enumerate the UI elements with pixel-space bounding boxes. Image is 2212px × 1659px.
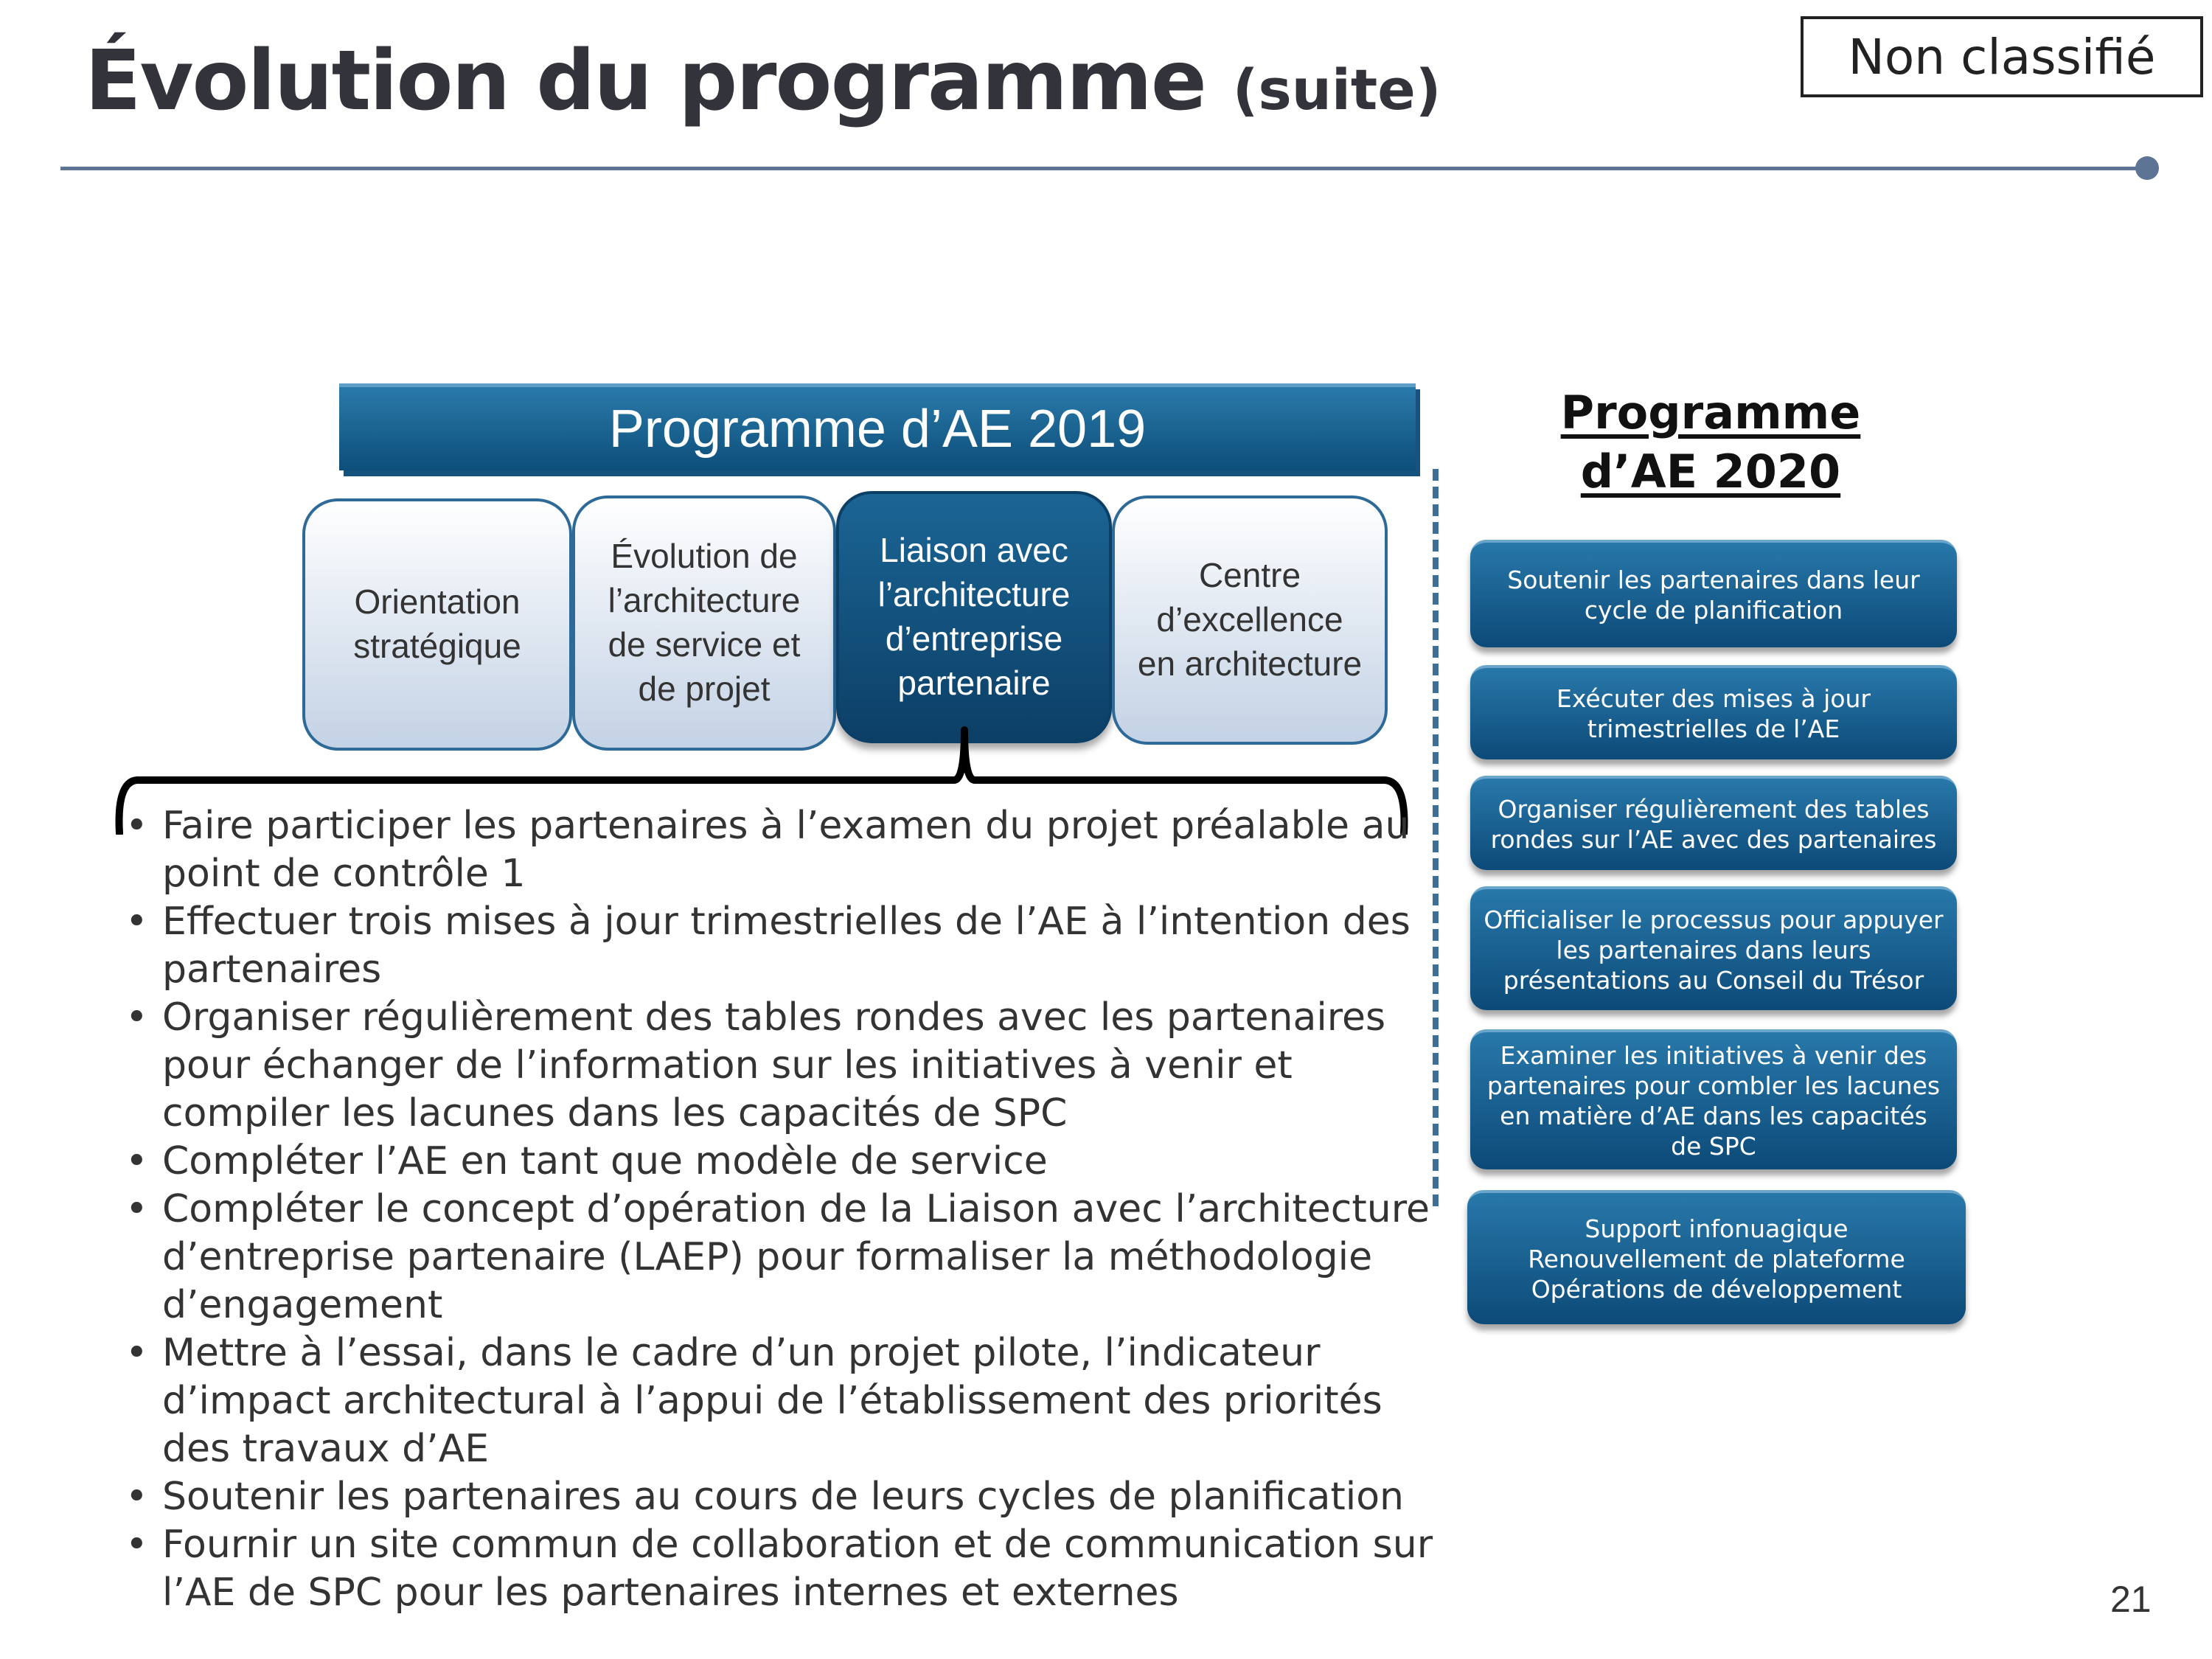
bullet-list — [125, 802, 1438, 1617]
header-divider — [60, 167, 2147, 170]
program-2020-item — [1470, 540, 1957, 647]
bullet-item: • Organiser régulièrement des tables rondes avec les partenaires pour échanger de l’information sur les initiatives à venir et compiler les lacunes dans les capacités de SPC — [125, 994, 1438, 1138]
page-number: 21 — [2110, 1579, 2152, 1620]
pillar-label: Évolution de l’architecture de service et de projet — [608, 537, 801, 708]
bullet-item: • Effectuer trois mises à jour trimestrielles de l’AE à l’intention des partenaires — [125, 898, 1438, 994]
bullet-item: • Compléter le concept d’opération de la Liaison avec l’architecture d’entreprise partenaire (LAEP) pour formaliser la méthodologie d’engagement — [125, 1186, 1438, 1329]
program-2020-title-line2: d’AE 2020 — [1580, 445, 1841, 498]
program-2019-banner: Programme d’AE 2019 — [339, 383, 1416, 470]
program-2020-item-text: Officialiser le processus pour appuyer les partenaires dans leurs présentations au Conseil du Trésor — [1484, 905, 1944, 995]
page-title-suffix: (suite) — [1232, 57, 1441, 122]
program-2020-item-text: Examiner les initiatives à venir des partenaires pour combler les lacunes en matière d’AE dans les capacités de SPC — [1486, 1041, 1941, 1161]
program-2020-title-line1: Programme — [1560, 386, 1861, 439]
program-2020-item-text: Organiser régulièrement des tables rondes sur l’AE avec des partenaires — [1490, 795, 1937, 854]
classification-label: Non classifié — [1801, 16, 2203, 97]
program-2020-item — [1470, 1029, 1957, 1169]
pillar-centre-excellence — [1112, 495, 1388, 745]
page-title — [85, 29, 1441, 133]
bullet-item: • Faire participer les partenaires à l’examen du projet préalable au point de contrôle 1 — [125, 802, 1438, 898]
bullet-item: • Fournir un site commun de collaboration et de communication sur l’AE de SPC pour les partenaires internes et externes — [125, 1521, 1438, 1617]
bullet-item: • Compléter l’AE en tant que modèle de service — [125, 1138, 1438, 1186]
pillar-liaison-architecture-active — [836, 491, 1112, 743]
pillar-label: Centre d’excellence en architecture — [1137, 556, 1363, 683]
bullet-item: • Soutenir les partenaires au cours de leurs cycles de planification — [125, 1473, 1438, 1521]
pillar-orientation-strategique — [302, 498, 572, 751]
page-title-main: Évolution du programme — [85, 33, 1206, 129]
program-2020-item-text: Soutenir les partenaires dans leur cycle de planification — [1507, 566, 1920, 625]
program-2020-item — [1470, 886, 1957, 1010]
program-2020-item-text: Exécuter des mises à jour trimestrielles de l’AE — [1556, 684, 1871, 743]
program-2020-item — [1470, 776, 1957, 870]
pillar-label: Liaison avec l’architecture d’entreprise partenaire — [877, 531, 1071, 702]
pillar-label: Orientation stratégique — [353, 582, 521, 665]
header-divider-dot — [2135, 156, 2159, 180]
program-2020-item — [1467, 1190, 1966, 1324]
program-2020-item-text: Support infonuagique Renouvellement de plateforme Opérations de développement — [1528, 1214, 1905, 1304]
program-2020-title — [1534, 383, 1888, 501]
program-2020-item — [1470, 665, 1957, 759]
pillar-evolution-architecture — [572, 495, 836, 751]
bullet-item: • Mettre à l’essai, dans le cadre d’un projet pilote, l’indicateur d’impact architectural à l’appui de l’établissement des priorités des travaux d’AE — [125, 1329, 1438, 1473]
